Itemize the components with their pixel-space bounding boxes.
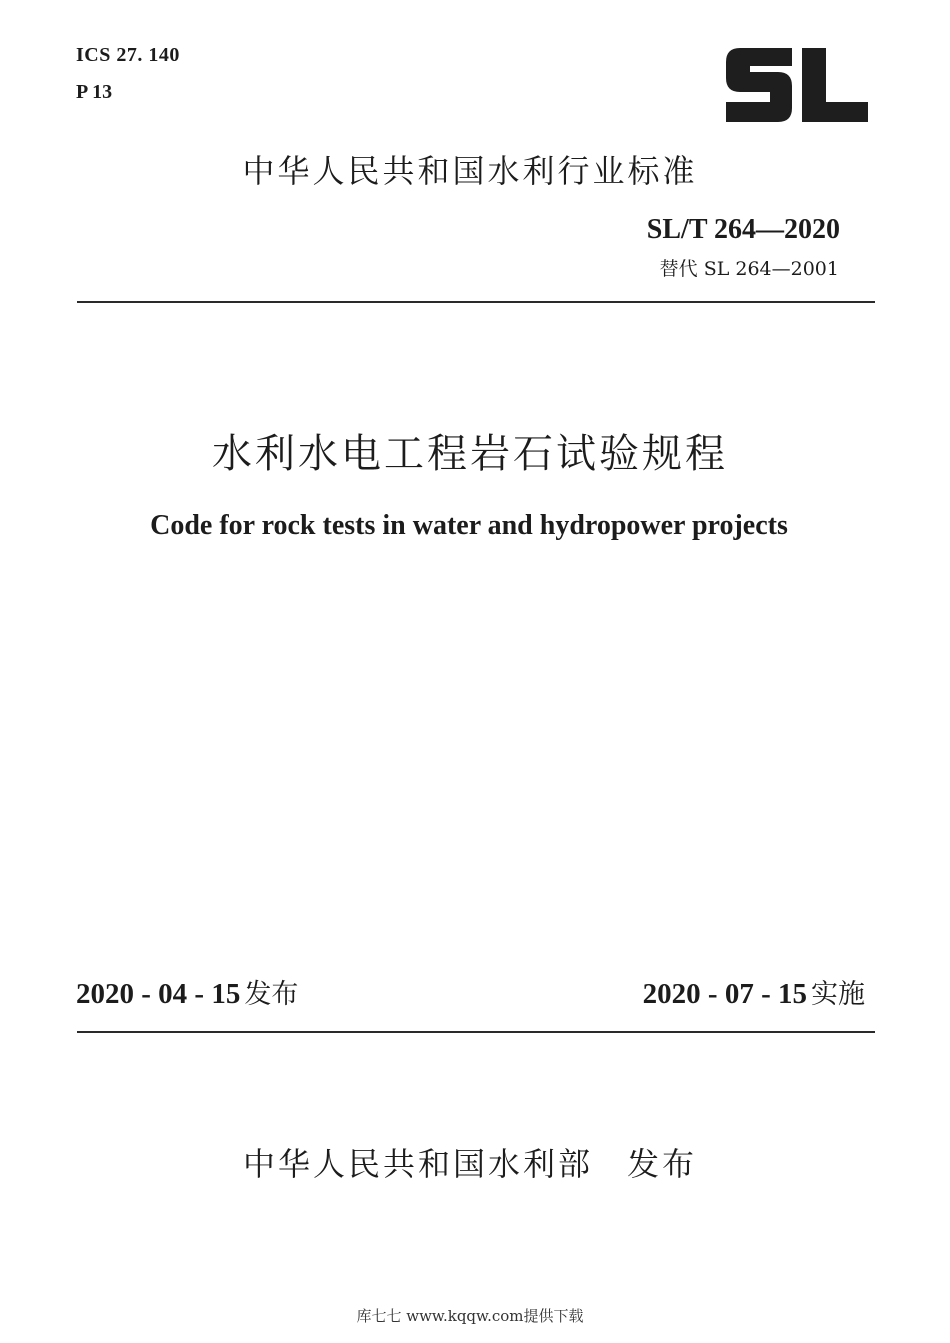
publisher-name: 中华人民共和国水利部 <box>242 1145 593 1183</box>
classification-code: P 13 <box>76 81 113 103</box>
document-title-english: Code for rock tests in water and hydropower projects <box>150 510 788 541</box>
issue-date: 2020 - 04 - 15 <box>76 978 241 1010</box>
replaces-standard: 替代 SL 264—2001 <box>659 258 839 280</box>
download-watermark: 库七七 www.kqqw.com提供下载 <box>356 1307 584 1325</box>
publisher-line <box>0 1140 950 1188</box>
industry-standard-title: 中华人民共和国水利行业标准 <box>242 152 698 190</box>
top-divider <box>77 301 875 303</box>
publisher-action: 发布 <box>627 1145 698 1183</box>
ics-code: ICS 27. 140 <box>76 44 180 66</box>
bottom-divider <box>77 1031 875 1033</box>
sl-logo <box>722 40 872 130</box>
document-title-chinese: 水利水电工程岩石试验规程 <box>212 431 728 477</box>
issue-label: 发布 <box>244 979 299 1010</box>
implementation-date: 2020 - 07 - 15 <box>642 978 807 1010</box>
implementation-label: 实施 <box>811 979 865 1010</box>
standard-number: SL/T 264—2020 <box>646 214 840 245</box>
implementation-date-block <box>643 974 865 1015</box>
issue-date-block <box>76 974 298 1015</box>
